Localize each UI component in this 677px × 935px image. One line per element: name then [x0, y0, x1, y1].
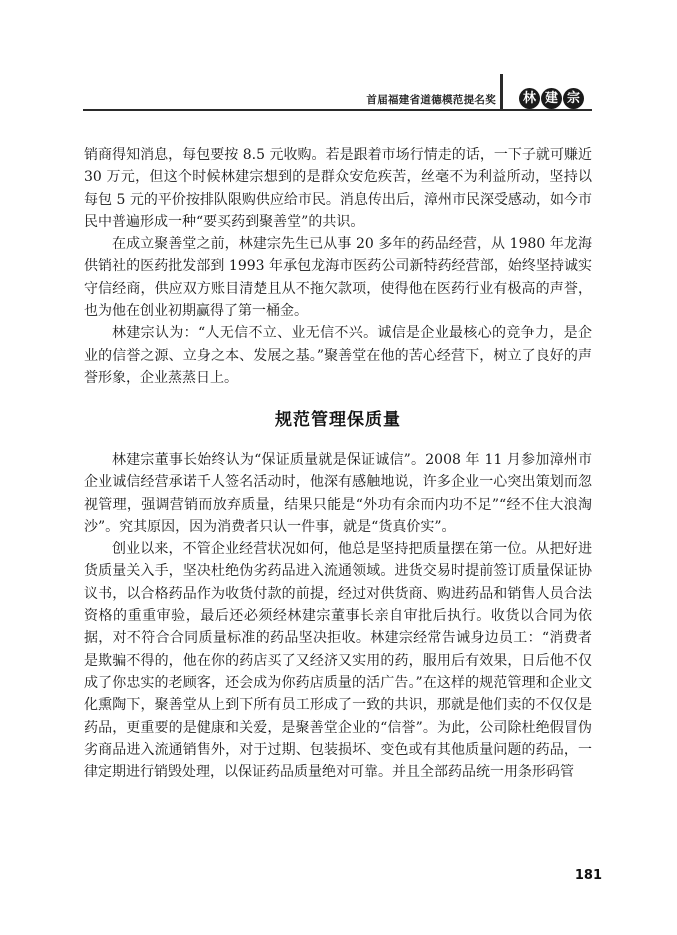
- paragraph: 林建宗董事长始终认为“保证质量就是保证诚信”。2008 年 11 月参加漳州市企业诚信经营承诺千人签名活动时，他深有感触地说，许多企业一心突出策划而忽视管理，强调营销而放弃质量，结果只能是“外功有余而内功不足”“经不住大浪淘沙”。究其原因，因为消费者只认一件事，就是“货真价实”。: [84, 452, 592, 535]
- section-heading: 规范管理保质量: [275, 410, 401, 430]
- name-seal-2: 建: [541, 88, 562, 109]
- paragraph: 创业以来，不管企业经营状况如何，他总是坚持把质量摆在第一位。从把好进货质量关入手，坚决杜绝伪劣药品进入流通领域。进货交易时提前签订质量保证协议书，以合格药品作为收货付款的前提，经过对供货商、购进药品和销售人员合法资格的重重审验，最后还必须经林建宗董事长亲自审批后执行。收货以合同为依据，对不符合合同质量标准的药品坚决拒收。林建宗经常告诫身边员工：“消费者是欺骗不得的，他在你的药店买了又经济又实用的药，服用后有效果，日后他不仅成了你忠实的老顾客，还会成为你药店质量的活广告。”在这样的规范管理和企业文化熏陶下，聚善堂从上到下所有员工形成了一致的共识，那就是他们卖的不仅仅是药品，更重要的是健康和关爱，是聚善堂企业的“信誉”。为此，公司除杜绝假冒伪劣商品进入流通销售外，对于过期、包装损坏、变色或有其他质量问题的药品，一律定期进行销毁处理，以保证药品质量绝对可靠。并且全部药品统一用条形码管: [84, 541, 592, 781]
- body-text-block-bottom: [84, 449, 592, 783]
- paragraph: 林建宗认为：“人无信不立、业无信不兴。诚信是企业最核心的竞争力，是企业的信誉之源、立身之本、发展之基。”聚善堂在他的苦心经营下，树立了良好的声誉形象，企业蒸蒸日上。: [84, 325, 592, 386]
- name-seal-1: 林: [519, 88, 540, 109]
- page-number: 181: [574, 868, 602, 883]
- paragraph: 销商得知消息，每包要按 8.5 元收购。若是跟着市场行情走的话，一下子就可赚近 30 万元，但这个时候林建宗想到的是群众安危疾苦，丝毫不为利益所动，坚持以每包 5 元的平价按排队限购供应给市民。消息传出后，漳州市民深受感动，如今市民中普遍形成一种“要买药到聚善堂”的共识。: [84, 147, 592, 230]
- name-seal-3: 宗: [563, 88, 584, 109]
- running-header-title: 首届福建省道德模范提名奖: [366, 94, 496, 106]
- header-rule: [83, 109, 592, 111]
- header-name-seals: [519, 88, 584, 110]
- body-text-block-top: [84, 144, 592, 389]
- header-vertical-bar: [500, 74, 503, 110]
- paragraph: 在成立聚善堂之前，林建宗先生已从事 20 多年的药品经营，从 1980 年龙海供销社的医药批发部到 1993 年承包龙海市医药公司新特药经营部，始终坚持诚实守信经商，供应双方账目清楚且从不拖欠款项，使得他在医药行业有极高的声誉，也为他在创业初期赢得了第一桶金。: [84, 236, 592, 320]
